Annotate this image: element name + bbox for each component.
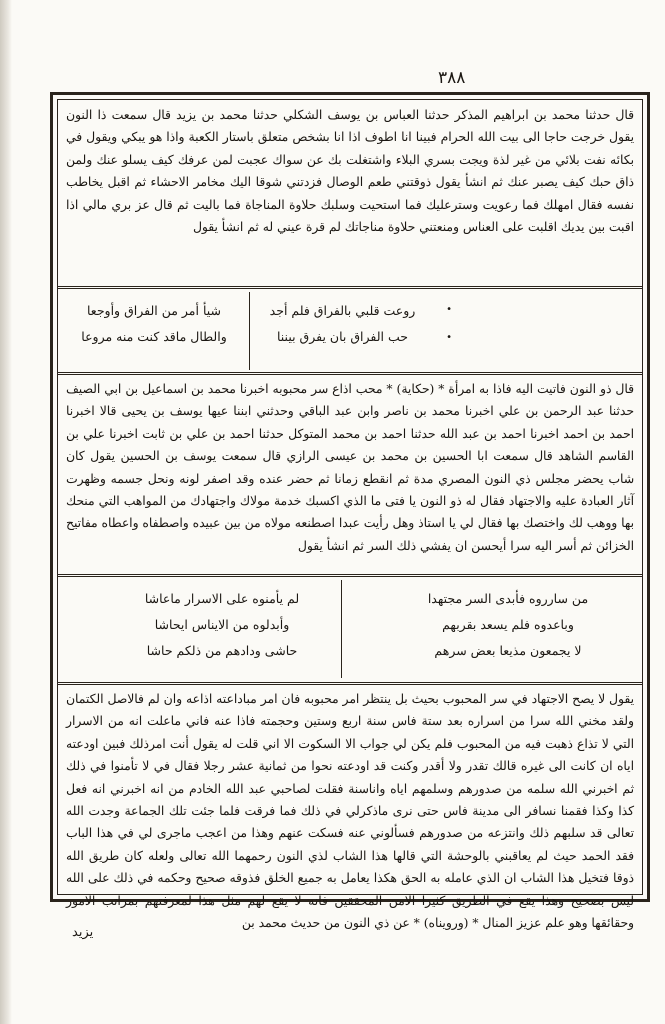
poem-1	[58, 292, 642, 370]
poem-2-left-column	[107, 586, 337, 664]
page-frame-inner	[57, 99, 643, 931]
poem-2	[58, 580, 642, 678]
star-ornament: •	[446, 332, 452, 343]
verse-line: وأبدلوه من الايناس ايحاشا	[154, 617, 290, 632]
paragraph-3: يقول لا يصح الاجتهاد في سر المحبوب بحيث بل ينتظر امر محبوبه فان امر مباداعته اذاعه وان لم فالاصل الكتمان ولقد مخني الله سرا من اسراره بعد ستة فاس سنة اربع وستين وحجمته فاذا عنه فاني ماعلت انه من الاسرار التي لا تذاع ذهبت فيه من المحبوب فلم يكن لي جواب الا السكوت الا اني قلت له يقول أنت امرذلك فبين اودعته اياه ان كانت الى غيره قالك تقدر ولا أقدر وكنت قد اودعته نحوا من ثمانية عشر رجلا فقال في لا تأمنوا في ذلك ثم اخبرني الله سلمه من صدورهم وسلمهم اياه واناسنة فقلت لصاحبي عبد الله الخادم من انه اخبرني انه فعل كذا وكذا فقمنا نسافر الى مدينة فاس حتى نرى ماذكرلي في ذلك فما فرقت فلما جئت تلك الجماعة وجدت الله تعالى قد سلبهم ذلك وانتزعه من صدورهم فسألوني عنه فسكت عنهم وهذا من اعجب ماجرى لي في هذا الباب فقد الحمد حيث لم يعاقبني بالوحشة التي قالها هذا الشاب لذي النون رحمهما الله تعالى ولعله كان طريق الله ذوقا فتخيل هذا الشاب ان الذي عامله به الحق هكذا يعامل به جميع الخلق فذوقه صحيح وحكمه في ذلك على الله ليس بصحيح وهذا يقع في الطريق كثيرا الامن المحققين فانه لا يقع لهم مثل هذا لمعرفتهم بمراتب الامور وحقائقها وهو علم عزيز المنال * (ورويناه) * عن ذي النون من حديث محمد بن	[66, 692, 634, 931]
column-separator	[249, 292, 250, 370]
verse-line: والطال ماقد كنت منه مروعا	[81, 329, 227, 344]
verse-line: روعت قلبي بالفراق فلم أجد	[269, 303, 416, 318]
paragraph-1: قال حدثنا محمد بن ابراهيم المذكر حدثنا العباس بن يوسف الشكلي حدثنا محمد بن يزيد قال سمعت ذا النون يقول خرجت حاجا الى بيت الله الحرام فبينا انا اطوف اذا انا بشخص متعلق باستار الكعبة واذا هو يبكي ويقول في بكائه نفت بلائي من غير لذة ويجت بسري البلاء واشتغلت بك عن سواك عجبت لمن عرفك كيف يسلو عنك ولمن ذاق حبك كيف يصبر عنك ثم انشأ يقول ذوقتني طعم الوصال فزدتني شوقا اليك مخامر الاحشاء ثم اقبل يخاطب نفسه فقال امهلك فما رعويت وسترعليك فما استحيت وسلبك حلاوة المناجاة فما باليت ثم قال عز بري مالي اذا اقبت بين يديك اقلبت على العناس ومنعتني حلاوة مناجاتك لم قرة عيني له ثم انشأ يقول	[66, 108, 634, 235]
verse-line: شيأ أمر من الفراق وأوجعا	[86, 303, 221, 318]
paragraph-2: قال ذو النون فاتيت اليه فاذا به امرأة * (حكاية) * محب اذاع سر محبوبه اخبرنا محمد بن اسماعيل بن ابي الصيف حدثنا عبد الرحمن بن علي اخبرنا محمد بن ناصر وابن عبد الباقي وحدثني ابننا عيها يوسف بن يحيى قالا اخبرنا احمد بن احمد اخبرنا احمد بن عبد الله حدثنا احمد بن محمد المتوكل حدثنا احمد بن علي بن ثابت اخبرنا علي بن القاسم الشاهد قال سمعت ابا الحسين بن محمد بن عيسى الرازي قال سمعت يوسف بن الحسين يقول كان شاب يحضر مجلس ذي النون المصري مدة ثم انقطع زمانا ثم حضر عنده وقد اصفر لونه ونحل جسمه وظهرت آثار العبادة عليه والاجتهاد فقال له ذو النون يا فتى ما الذي اكسبك خدمة مولاك واجتهادك من المواهب التي منحك بها ووهب لك واختصك بها فقال لي يا استاذ وهل رأيت عبدا اصطنعه مولاه من بين عبيده واصطفاه واعطاه مفاتيح الخزائن ثم أسر اليه سرا أيحسن ان يفشي ذلك السر ثم انشأ يقول	[66, 382, 634, 553]
text-block-2	[66, 378, 634, 568]
catchword: يزيد	[72, 925, 94, 940]
divider	[58, 574, 642, 579]
divider	[58, 372, 642, 377]
text-block-1	[66, 104, 634, 280]
text-block-3	[66, 688, 634, 931]
page-frame	[50, 92, 650, 931]
poem-1-left-column	[64, 298, 244, 350]
star-ornament: •	[446, 304, 452, 315]
page-number: ٣٨٨	[438, 68, 466, 88]
verse-line: حب الفراق بان يفرق بيننا	[276, 329, 409, 344]
divider	[58, 682, 642, 687]
verse-line: من سارروه فأبدى السر مجتهدا	[427, 591, 589, 606]
verse-line: حاشى ودادهم من ذلكم حاشا	[146, 643, 298, 658]
verse-line: لم يأمنوه على الاسرار ماعاشا	[144, 591, 300, 606]
divider	[58, 286, 642, 291]
poem-2-right-column	[388, 586, 628, 664]
column-separator	[341, 580, 342, 678]
poem-1-right-column	[255, 298, 430, 350]
book-binding-shadow	[0, 0, 12, 1024]
verse-line: لا يجمعون مذيعا بعض سرهم	[434, 643, 582, 658]
verse-line: وباعدوه فلم يسعد بقربهم	[442, 617, 574, 632]
